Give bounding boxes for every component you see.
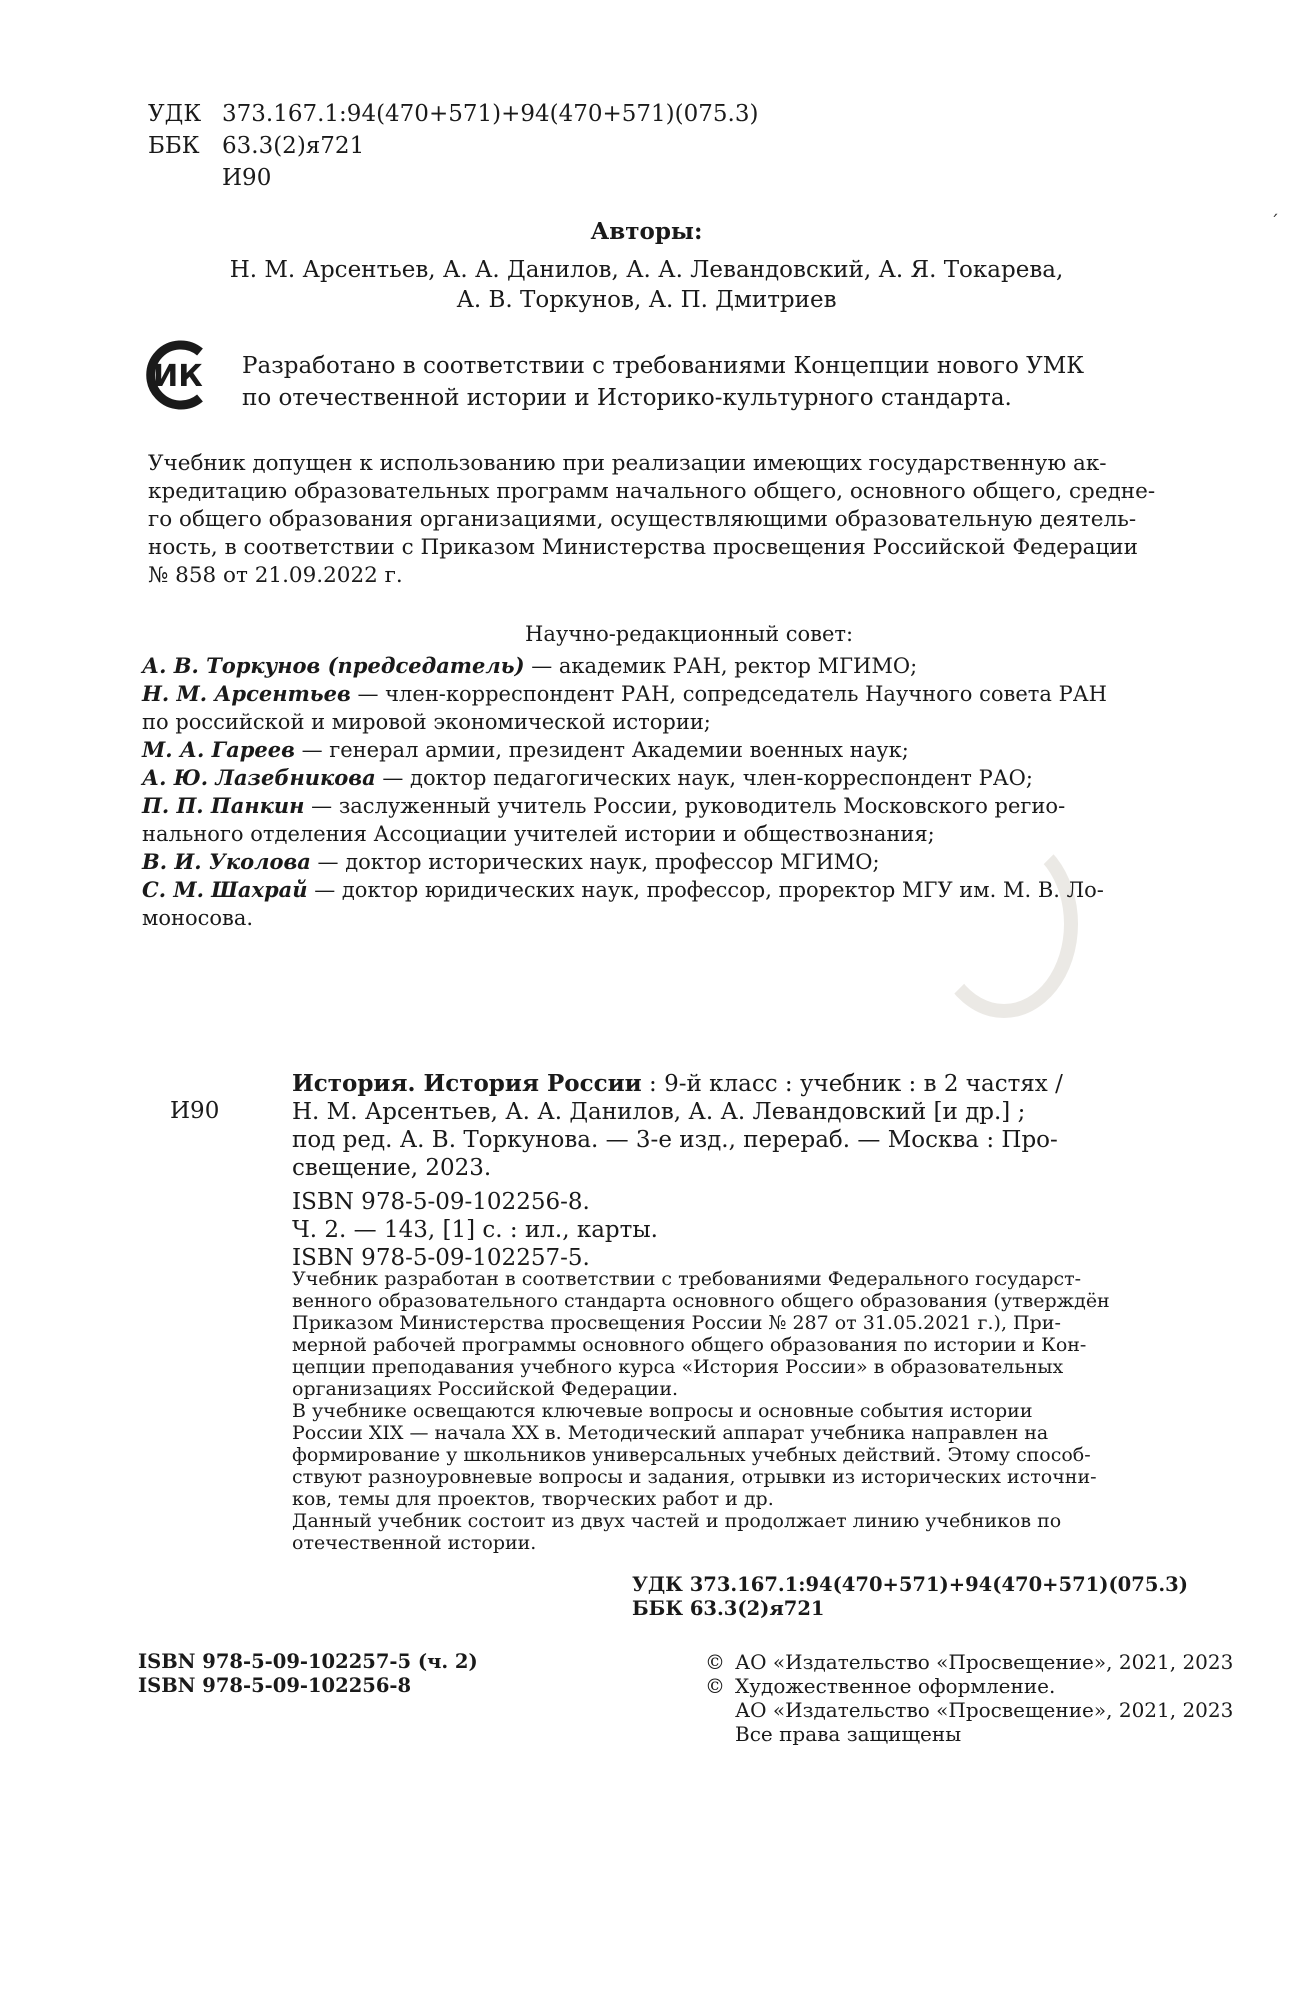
annotation-line: России XIX — начала XX в. Методический аппарат учебника направлен на	[292, 1422, 1049, 1444]
card-part: Ч. 2. — 143, [1] с. : ил., карты.	[292, 1217, 658, 1243]
ik-logo-icon	[140, 338, 214, 412]
concept-statement	[242, 350, 1084, 414]
council-entry	[142, 680, 1107, 708]
udk-bbk-bottom	[632, 1573, 1188, 1621]
authors-title: Авторы:	[590, 218, 703, 245]
council-entry	[142, 904, 1107, 932]
annotation	[292, 1268, 1192, 1554]
approval-line: кредитацию образовательных программ начального общего, основного общего, средне-	[148, 479, 1156, 504]
udk-value: 373.167.1:94(470+571)+94(470+571)(075.3)	[222, 101, 759, 127]
book-subtitle: : 9-й класс : учебник : в 2 частях /	[641, 1071, 1063, 1097]
council-entry	[142, 652, 1107, 680]
concept-line-2: по отечественной истории и Историко-культурного стандарта.	[242, 385, 1012, 411]
council-entry	[142, 848, 1107, 876]
copyright-publisher: АО «Издательство «Просвещение», 2021, 2023	[735, 1650, 1234, 1674]
approval-line: Учебник допущен к использованию при реализации имеющих государственную ак-	[148, 451, 1107, 476]
council-member-name: Н. М. Арсентьев	[142, 681, 351, 706]
council-member-name: П. П. Панкин	[142, 793, 305, 818]
bbk-bottom-line: ББК 63.3(2)я721	[632, 1597, 825, 1620]
annotation-line: цепции преподавания учебного курса «История России» в образовательных	[292, 1356, 1064, 1378]
council-member-role: моносова.	[142, 906, 254, 930]
council-entry	[142, 820, 1107, 848]
annotation-line: Приказом Министерства просвещения России № 287 от 31.05.2021 г.), При-	[292, 1312, 1061, 1334]
udk-bottom-line: УДК 373.167.1:94(470+571)+94(470+571)(075.3)	[632, 1573, 1188, 1596]
card-line-1	[292, 1070, 1063, 1098]
council-entry	[142, 876, 1107, 904]
card-isbn-2: ISBN 978-5-09-102257-5.	[292, 1245, 590, 1271]
council-member-role: — академик РАН, ректор МГИМО;	[524, 654, 918, 678]
stray-mark: ˊ	[1270, 212, 1279, 233]
approval-line: ность, в соответствии с Приказом Министерства просвещения Российской Федерации	[148, 535, 1138, 560]
copyright-block	[705, 1650, 1233, 1746]
approval-paragraph	[148, 450, 1280, 590]
card-isbn-block	[292, 1188, 658, 1272]
annotation-line: ствуют разноуровневые вопросы и задания, отрывки из исторических источни-	[292, 1466, 1097, 1488]
bbk-label: ББК	[148, 133, 200, 159]
approval-line: го общего образования организациями, осуществляющими образовательную деятель-	[148, 507, 1137, 532]
card-line-4: свещение, 2023.	[292, 1155, 492, 1181]
approval-line: № 858 от 21.09.2022 г.	[148, 563, 403, 588]
catalog-code: И90	[170, 1098, 220, 1124]
annotation-line: В учебнике освещаются ключевые вопросы и основные события истории	[292, 1400, 1033, 1422]
udk-row	[148, 98, 758, 130]
isbn-bottom-2: ISBN 978-5-09-102256-8	[138, 1674, 412, 1697]
annotation-line: организациях Российской Федерации.	[292, 1378, 679, 1400]
council-member-role: — доктор юридических наук, профессор, проректор МГУ им. М. В. Ло-	[307, 878, 1104, 902]
bbk-row	[148, 130, 758, 162]
council-member-role: — заслуженный учитель России, руководитель Московского регио-	[304, 794, 1066, 818]
council-member-name: В. И. Уколова	[142, 849, 311, 874]
council-entry	[142, 792, 1107, 820]
isbn-bottom	[138, 1650, 478, 1698]
council-entry	[142, 736, 1107, 764]
annotation-line: Учебник разработан в соответствии с требованиями Федерального государст-	[292, 1268, 1082, 1290]
council-entry	[142, 708, 1107, 736]
copyright-line-3: АО «Издательство «Просвещение», 2021, 2023	[735, 1698, 1234, 1722]
council-member-name: А. Ю. Лазебникова	[142, 765, 376, 790]
council-member-role: — член-корреспондент РАН, сопредседатель Научного совета РАН	[350, 682, 1107, 706]
isbn-bottom-1: ISBN 978-5-09-102257-5 (ч. 2)	[138, 1650, 478, 1673]
council-title: Научно-редакционный совет:	[525, 622, 854, 646]
ik-logo-text: ИК	[153, 359, 203, 394]
annotation-line: отечественной истории.	[292, 1532, 537, 1554]
bbk-value: 63.3(2)я721	[222, 133, 365, 159]
annotation-line: венного образовательного стандарта основного общего образования (утверждён	[292, 1290, 1110, 1312]
card-isbn-1: ISBN 978-5-09-102256-8.	[292, 1189, 590, 1215]
annotation-line: Данный учебник состоит из двух частей и продолжает линию учебников по	[292, 1510, 1062, 1532]
council-member-role: по российской и мировой экономической истории;	[142, 710, 711, 734]
authors-line-1: Н. М. Арсентьев, А. А. Данилов, А. А. Левандовский, А. Я. Токарева,	[229, 257, 1064, 283]
council-member-role: — доктор педагогических наук, член-корреспондент РАО;	[375, 766, 1033, 790]
council-member-name: М. А. Гареев	[142, 737, 295, 762]
book-title: История. История России	[292, 1070, 642, 1097]
council-member-role: нального отделения Ассоциации учителей истории и обществознания;	[142, 822, 935, 846]
council-member-name: А. В. Торкунов (председатель)	[142, 653, 525, 678]
council-member-name: С. М. Шахрай	[142, 877, 308, 902]
udk-label: УДК	[148, 101, 202, 127]
udk-bbk-block	[148, 98, 758, 194]
annotation-line: ков, темы для проектов, творческих работ и др.	[292, 1488, 774, 1510]
copyright-symbol: ©	[705, 1674, 725, 1698]
copyright-line-2	[705, 1674, 1233, 1698]
council-member-role: — доктор исторических наук, профессор МГИМО;	[310, 850, 880, 874]
catalog-card	[292, 1070, 1063, 1182]
copyright-line-4: Все права защищены	[735, 1722, 962, 1746]
annotation-line: мерной рабочей программы основного общего образования по истории и Кон-	[292, 1334, 1087, 1356]
council-entry	[142, 764, 1107, 792]
council-list	[142, 652, 1107, 932]
authors-line-2: А. В. Торкунов, А. П. Дмитриев	[456, 287, 837, 313]
council-member-role: — генерал армии, президент Академии военных наук;	[294, 738, 909, 762]
card-line-3: под ред. А. В. Торкунова. — 3-е изд., перераб. — Москва : Про-	[292, 1127, 1058, 1153]
copyright-symbol: ©	[705, 1650, 725, 1674]
card-line-2: Н. М. Арсентьев, А. А. Данилов, А. А. Левандовский [и др.] ;	[292, 1099, 1026, 1125]
copyright-design: Художественное оформление.	[735, 1674, 1056, 1698]
author-code: И90	[222, 165, 272, 191]
annotation-line: формирование у школьников универсальных учебных действий. Этому способ-	[292, 1444, 1091, 1466]
concept-line-1: Разработано в соответствии с требованиями Концепции нового УМК	[242, 353, 1085, 379]
copyright-line-1	[705, 1650, 1233, 1674]
